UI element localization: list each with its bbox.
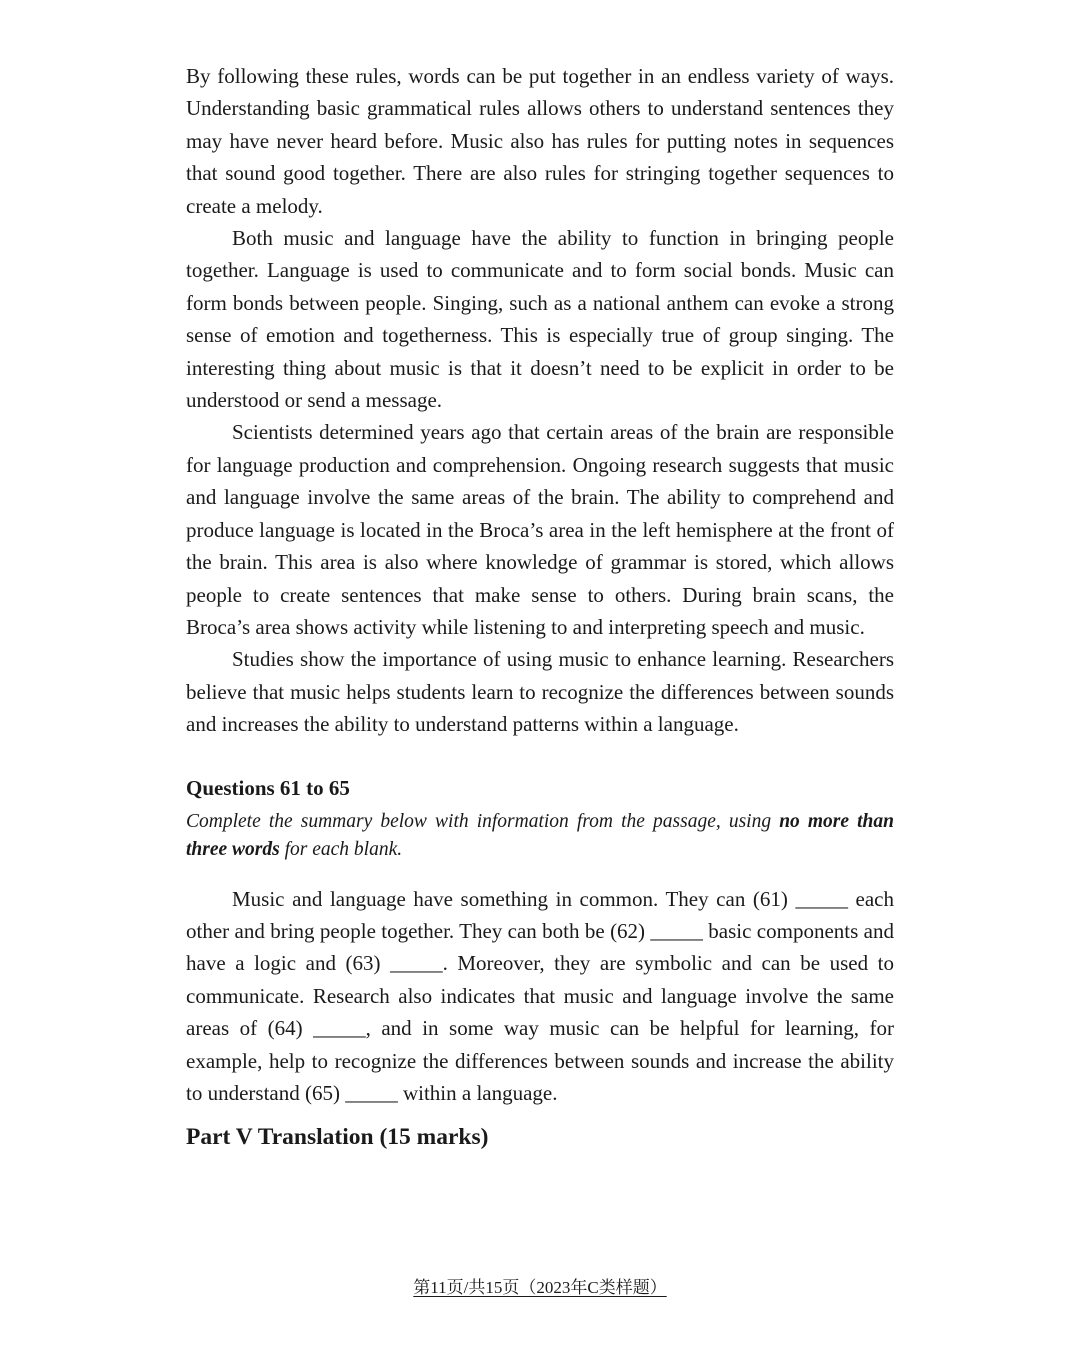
passage-paragraph-4: Studies show the importance of using music to enhance learning. Researchers believe that music helps students learn to recognize the differences between sounds and increases the ability to understand patterns within a language. <box>186 647 894 737</box>
passage-paragraph-3: Scientists determined years ago that certain areas of the brain are responsible for language production and comprehension. Ongoing research suggests that music and language involve the same areas of the brain. The ability to comprehend and produce language is located in the Broca’s area in the left hemisphere at the front of the brain. This area is also where knowledge of grammar is stored, which allows people to create sentences that make sense to others. During brain scans, the Broca’s area shows activity while listening to and interpreting speech and music. <box>186 420 894 639</box>
page-number: 第11页/共15页（2023年C类样题） <box>413 1278 667 1297</box>
exam-page <box>186 60 894 1154</box>
part-heading: Part V Translation (15 marks) <box>186 1124 489 1151</box>
questions-heading: Questions 61 to 65 <box>186 775 350 800</box>
instruction-text-after: for each blank. <box>279 838 403 860</box>
page-footer <box>0 1276 1080 1300</box>
passage-paragraph-2: Both music and language have the ability to function in bringing people together. Language is used to communicate and to form social bonds. Music can form bonds between people. Singing, such as a national anthem can evoke a strong sense of emotion and togetherness. This is especially true of group singing. The interesting thing about music is that it doesn’t need to be explicit in order to be understood or send a message. <box>186 226 894 413</box>
questions-instructions <box>186 808 894 864</box>
summary-paragraph: Music and language have something in common. They can (61) _____ each other and bring people together. They can both be (62) _____ basic components and have a logic and (63) _____. Moreover, they are symbolic and can be used to communicate. Research also indicates that music and language involve the same areas of (64) _____, and in some way music can be helpful for learning, for example, help to recognize the differences between sounds and increase the ability to understand (65) _____ within a language. <box>186 886 894 1105</box>
instruction-text-before: Complete the summary below with information from the passage, using <box>186 810 780 832</box>
passage-paragraph-1: By following these rules, words can be put together in an endless variety of ways. Understanding basic grammatical rules allows others to understand sentences they may have never heard before. Music also has rules for putting notes in sequences that sound good together. There are also rules for stringing together sequences to create a melody. <box>186 64 894 218</box>
instruction-word-limit: no more than three words <box>186 810 894 860</box>
